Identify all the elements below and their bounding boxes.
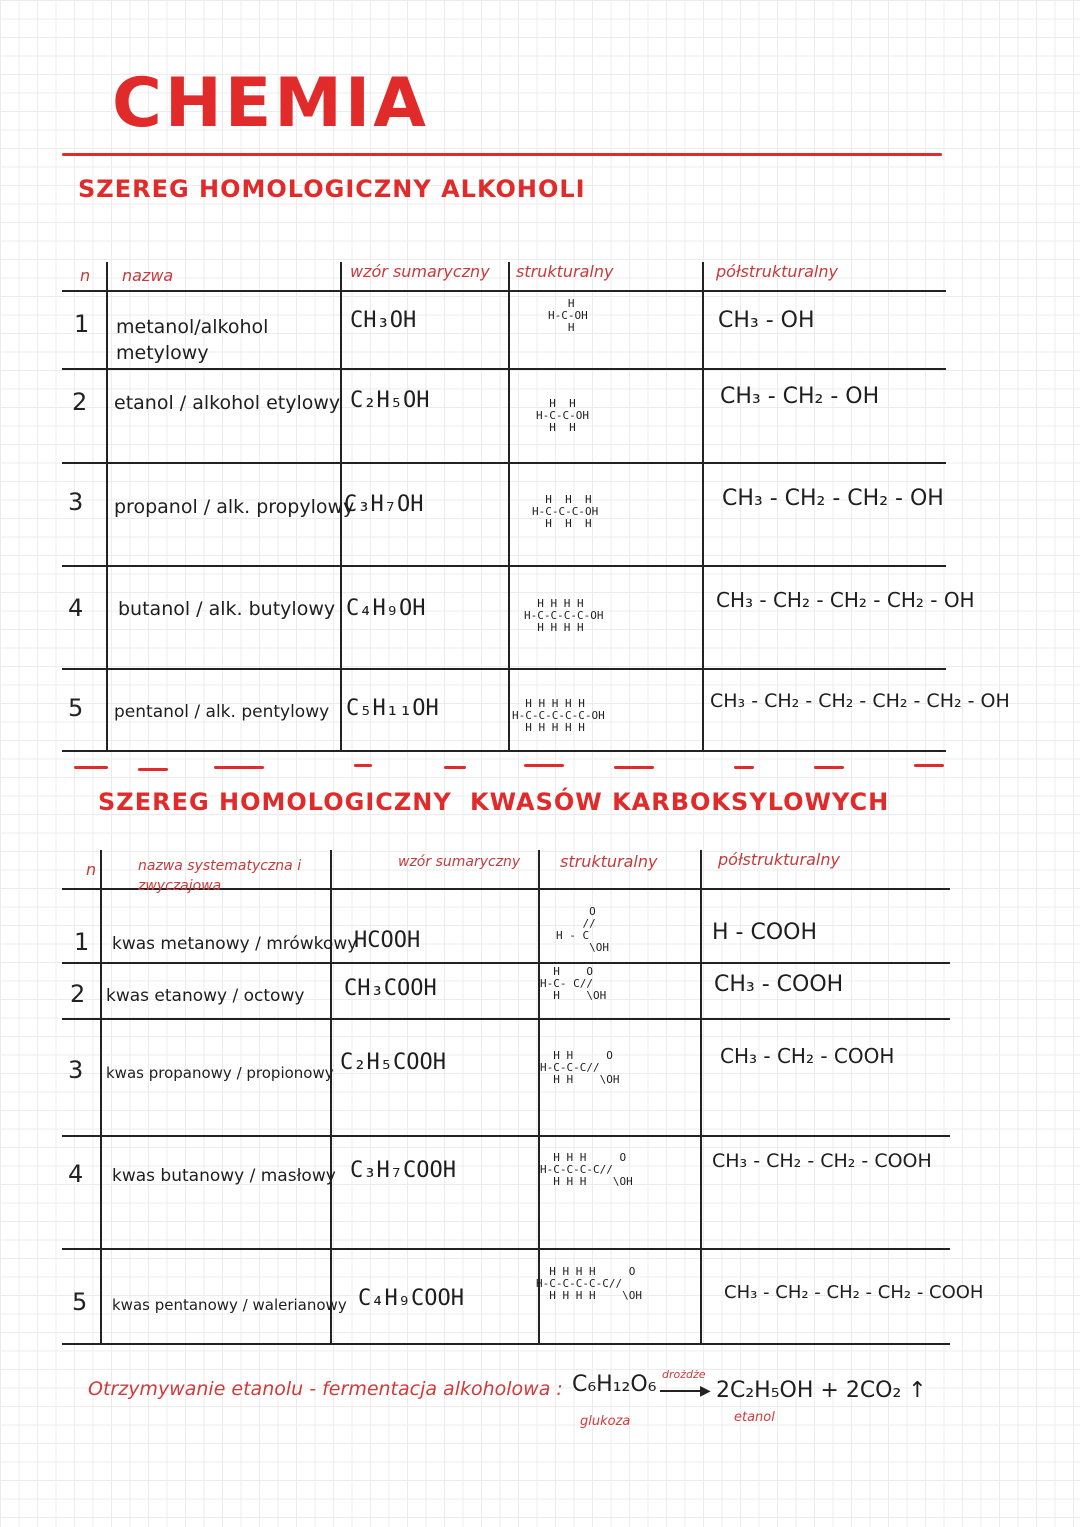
header-n: n [80, 266, 91, 285]
table-rule [62, 1135, 950, 1137]
molecular-formula: C₂H₅OH [350, 388, 430, 413]
structural-formula: H H H H-C-C-C-OH H H H [532, 493, 599, 530]
row-number: 3 [68, 1056, 84, 1084]
reactant-name: glukoza [580, 1414, 631, 1429]
arrowhead-icon: ▶ [700, 1383, 711, 1399]
semi-structural-formula: CH₃ - CH₂ - CH₂ - CH₂ - COOH [724, 1282, 984, 1303]
section-separator [74, 762, 954, 772]
table-rule [62, 1018, 950, 1020]
title-underline [62, 153, 942, 156]
table-divider [508, 262, 510, 752]
alcohols-heading: SZEREG HOMOLOGICZNY ALKOHOLI [78, 175, 586, 203]
semi-structural-formula: CH₃ - CH₂ - COOH [720, 1044, 895, 1068]
structural-formula: H H H H O H-C-C-C-C-C// H H H H \OH [536, 1265, 642, 1302]
structural-formula: O // H - C \OH [556, 905, 609, 954]
header-structural: strukturalny [516, 262, 614, 281]
table-rule [62, 565, 946, 567]
row-number: 5 [72, 1288, 88, 1316]
molecular-formula: C₄H₉COOH [358, 1286, 464, 1311]
structural-formula: H O H-C- C// H \OH [540, 965, 607, 1002]
header-name: nazwa systematyczna i zwyczajowa [138, 858, 302, 894]
table-rule [62, 1248, 950, 1250]
compound-name: pentanol / alk. pentylowy [114, 702, 330, 722]
compound-name: metanol/alkohol metylowy [116, 316, 269, 364]
page-title: CHEMIA [112, 64, 429, 143]
structural-formula: H H O H-C-C-C// H H \OH [540, 1049, 620, 1086]
fermentation-label: Otrzymywanie etanolu - fermentacja alkoholowa : [88, 1378, 563, 1400]
reactant-formula: C₆H₁₂O₆ [572, 1372, 657, 1397]
compound-name: kwas butanowy / masłowy [112, 1166, 336, 1186]
molecular-formula: CH₃COOH [344, 976, 437, 1001]
semi-structural-formula: CH₃ - CH₂ - CH₂ - CH₂ - OH [716, 588, 975, 612]
header-semistructural: półstrukturalny [718, 850, 840, 869]
structural-formula: H H H H H-C-C-C-C-OH H H H H [524, 597, 604, 634]
table-divider [100, 850, 102, 1344]
header-formula: wzór sumaryczny [398, 854, 521, 870]
molecular-formula: C₃H₇COOH [350, 1158, 456, 1183]
product-name: etanol [734, 1410, 775, 1425]
structural-formula: H H H H H H-C-C-C-C-C-OH H H H H H [512, 697, 605, 734]
molecular-formula: C₃H₇OH [344, 492, 424, 517]
row-number: 1 [74, 928, 90, 956]
semi-structural-formula: CH₃ - CH₂ - CH₂ - OH [722, 486, 944, 511]
table-rule [62, 668, 946, 670]
molecular-formula: C₄H₉OH [346, 596, 426, 621]
row-number: 2 [72, 388, 88, 416]
compound-name: butanol / alk. butylowy [118, 598, 336, 620]
structural-formula: H H-C-OH H [548, 297, 588, 334]
row-number: 3 [68, 488, 84, 516]
semi-structural-formula: CH₃ - CH₂ - OH [720, 384, 880, 409]
compound-name: kwas etanowy / octowy [106, 986, 305, 1006]
structural-formula: H H H O H-C-C-C-C// H H H \OH [540, 1151, 633, 1188]
semi-structural-formula: CH₃ - COOH [714, 972, 844, 997]
header-name: nazwa [122, 266, 174, 285]
molecular-formula: HCOOH [354, 928, 421, 953]
header-formula: wzór sumaryczny [350, 262, 490, 281]
header-structural: strukturalny [560, 852, 658, 871]
structural-formula: H H H-C-C-OH H H [536, 397, 589, 434]
table-rule [62, 750, 946, 752]
row-number: 4 [68, 1160, 84, 1188]
table-divider [700, 850, 702, 1344]
compound-name: kwas metanowy / mrówkowy [112, 934, 358, 954]
header-semistructural: półstrukturalny [716, 262, 838, 281]
molecular-formula: C₂H₅COOH [340, 1050, 446, 1075]
row-number: 2 [70, 980, 86, 1008]
reaction-products: 2C₂H₅OH + 2CO₂ ↑ [716, 1378, 927, 1403]
table-rule [62, 290, 946, 292]
row-number: 1 [74, 310, 90, 338]
table-rule [62, 368, 946, 370]
molecular-formula: CH₃OH [350, 308, 417, 333]
table-rule [62, 462, 946, 464]
semi-structural-formula: CH₃ - OH [718, 308, 815, 333]
acids-heading-part2: KWASÓW KARBOKSYLOWYCH [470, 788, 890, 816]
row-number: 5 [68, 694, 84, 722]
row-number: 4 [68, 594, 84, 622]
table-divider [330, 850, 332, 1344]
table-rule [62, 962, 950, 964]
compound-name: propanol / alk. propylowy [114, 496, 355, 518]
semi-structural-formula: CH₃ - CH₂ - CH₂ - CH₂ - CH₂ - OH [710, 690, 1010, 712]
acids-heading-part1: SZEREG HOMOLOGICZNY [98, 788, 452, 816]
table-rule [62, 1343, 950, 1345]
compound-name: kwas pentanowy / walerianowy [112, 1296, 347, 1314]
catalyst-label: drożdże [662, 1368, 706, 1381]
table-divider [702, 262, 704, 752]
molecular-formula: C₅H₁₁OH [346, 696, 439, 721]
semi-structural-formula: H - COOH [712, 920, 818, 945]
semi-structural-formula: CH₃ - CH₂ - CH₂ - COOH [712, 1150, 932, 1172]
compound-name: kwas propanowy / propionowy [106, 1064, 334, 1082]
table-divider [106, 262, 108, 752]
compound-name: etanol / alkohol etylowy [114, 392, 341, 414]
header-n: n [86, 860, 97, 879]
